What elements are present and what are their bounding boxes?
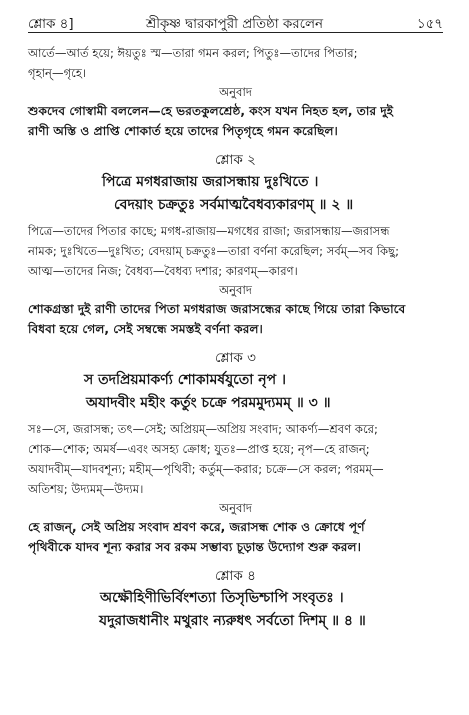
verse-line: পিত্রে মগধরাজায় জরাসন্ধায় দুঃখিতে । [102, 174, 319, 190]
translation-line: বিধবা হয়ে গেল, সেই সম্বন্ধে সমস্তই বর্ণনা করল। [28, 322, 263, 336]
header-page-number: ১৫৭ [416, 17, 443, 32]
verse-line: স তদপ্রিয়মাকর্ণ্য শোকামর্ষযুতো নৃপ । [84, 372, 286, 388]
header-verse-ref: শ্লোক ৪] [28, 17, 74, 32]
verse-line: যদুরাজধানীং মথুরাং ন্যরুধৎ সর্বতো দিশম্ ॥ ৪ ॥ [99, 613, 366, 629]
header-rule [28, 32, 443, 33]
synonyms-line: অতিশয়; উদ্যমম্—উদ্যম। [28, 482, 144, 496]
synonyms-line: গৃহান্—গৃহে। [28, 66, 87, 80]
sloka-heading: শ্লোক ৩ [214, 350, 256, 366]
translation-label: অনুবাদ [219, 283, 252, 297]
synonyms-line: আত্ম—তাদের নিজ; বৈধব্য—বৈধব্য দশার; কারণম্—কারণ। [28, 264, 298, 278]
page-body [28, 34, 443, 633]
translation-line: হে রাজন্, সেই অপ্রিয় সংবাদ শ্রবণ করে, জরাসন্ধ শোক ও ক্রোধে পূর্ণ [28, 520, 365, 534]
header-chapter-title: শ্রীকৃষ্ণ দ্বারকাপুরী প্রতিষ্ঠা করলেন [146, 17, 324, 32]
synonyms-line: নামক; দুঃখিতে—দুঃখিত; বেদয়াম্ চক্রতুঃ—তারা বর্ণনা করেছিল; সর্বম্—সব কিছু; [28, 244, 399, 258]
translation-line: পৃথিবীকে যাদব শূন্য করার সব রকম সম্ভাব্য চূড়ান্ত উদ্যোগ শুরু করল। [28, 540, 361, 554]
verse-line: বেদয়াং চক্রতুঃ সর্বমাত্মবৈধব্যকারণম্ ॥ ২ ॥ [114, 197, 354, 213]
sloka-heading: শ্লোক ২ [214, 152, 256, 168]
synonyms-line: অযাদবীম্—যাদবশূন্য; মহীম্—পৃথিবী; কর্তুম্—করার; চক্রে—সে করল; পরমম্— [28, 462, 384, 476]
translation-label: অনুবাদ [219, 501, 252, 515]
synonyms-line: সঃ—সে, জরাসন্ধ; তৎ—সেই; অপ্রিয়ম্—অপ্রিয় সংবাদ; আকর্ণ্য—শ্রবণ করে; [28, 422, 378, 436]
synonyms-line: শোক—শোক; অমর্ষ—এবং অসহ্য ক্রোধ; যুতঃ—প্রাপ্ত হয়ে; নৃপ—হে রাজন্; [28, 442, 370, 456]
synonyms-line: আর্তে—আর্ত হয়ে; ঈয়তুঃ স্ম—তারা গমন করল; পিতুঃ—তাদের পিতার; [28, 46, 358, 60]
verse-line: অক্ষৌহিণীভির্বিংশত্যা তিসৃভিশ্চাপি সংবৃতঃ । [100, 590, 344, 606]
translation-label: অনুবাদ [219, 85, 252, 99]
sloka-heading: শ্লোক ৪ [215, 568, 256, 584]
translation-line: শোকগ্রস্তা দুই রাণী তাদের পিতা মগধরাজ জরাসন্ধের কাছে গিয়ে তারা কিভাবে [28, 302, 406, 316]
translation-line: শুকদেব গোস্বামী বললেন—হে ভরতকুলশ্রেষ্ঠ, কংস যখন নিহত হল, তার দুই [28, 104, 394, 118]
translation-line: রাণী অস্তি ও প্রাপ্তি শোকার্ত হয়ে তাদের পিতৃগৃহে গমন করেছিল। [28, 124, 338, 138]
running-header [28, 0, 443, 34]
synonyms-line: পিত্রে—তাদের পিতার কাছে; মগধ-রাজায়—মগধের রাজা; জরাসন্ধায়—জরাসন্ধ [28, 224, 390, 238]
verse-line: অযাদবীং মহীং কর্তুং চক্রে পরমমুদ্যমম্ ॥ ৩ ॥ [86, 395, 331, 411]
